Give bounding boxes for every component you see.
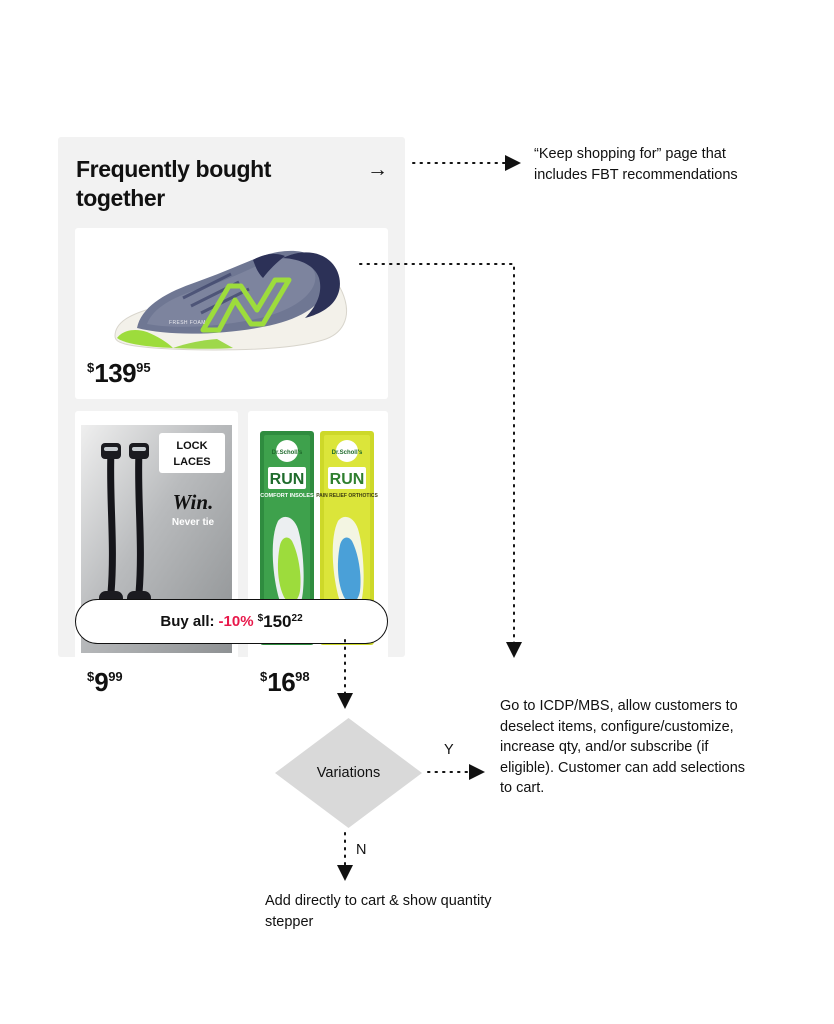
frequently-bought-together-card xyxy=(58,137,405,697)
svg-text:Never tie: Never tie xyxy=(171,517,215,528)
product-tile-shoe[interactable] xyxy=(75,228,388,399)
product-price-laces xyxy=(87,667,123,698)
svg-text:Dr.Scholl's: Dr.Scholl's xyxy=(331,450,363,456)
card-title: Frequently bought together xyxy=(76,156,272,212)
buy-all-label: Buy all: xyxy=(160,613,215,630)
decision-node-variations xyxy=(275,718,422,828)
buy-all-price: $^{\$}150^{22}$ xyxy=(257,611,303,631)
product-tile-insoles[interactable] xyxy=(248,411,388,708)
price-dollars: 139 xyxy=(94,358,137,388)
svg-text:Win.: Win. xyxy=(172,490,214,514)
price-dollars: 16 xyxy=(267,667,296,697)
svg-text:RUN: RUN xyxy=(269,471,305,488)
svg-text:RUN: RUN xyxy=(329,471,365,488)
laces-image xyxy=(75,411,238,708)
branch-label-no: N xyxy=(356,842,367,858)
svg-text:Dr.Scholl's: Dr.Scholl's xyxy=(271,450,303,456)
product-price-shoe xyxy=(87,358,151,389)
price-cents: 98 xyxy=(295,669,310,684)
buy-all-discount: -10% xyxy=(218,613,254,630)
arrow-right-icon[interactable]: → xyxy=(367,158,388,181)
price-dollars: 9 xyxy=(94,667,109,697)
price-currency: $ xyxy=(87,360,95,375)
svg-text:FRESH FOAM: FRESH FOAM xyxy=(169,320,206,326)
branch-label-yes: Y xyxy=(444,742,454,758)
product-tile-laces[interactable] xyxy=(75,411,238,708)
buy-all-button[interactable] xyxy=(75,599,388,644)
decision-label: Variations xyxy=(316,765,381,781)
price-cents: 95 xyxy=(136,360,151,375)
note-add-to-cart: Add directly to cart & show quantity stepper xyxy=(265,893,492,930)
product-price-insoles xyxy=(260,667,310,698)
svg-text:LOCK: LOCK xyxy=(176,440,208,452)
svg-text:COMFORT INSOLES: COMFORT INSOLES xyxy=(260,493,314,499)
note-keep-shopping: “Keep shopping for” page that includes FBT recommendations xyxy=(534,146,738,183)
card-header xyxy=(76,155,388,214)
svg-text:LACES: LACES xyxy=(173,456,211,468)
price-currency: $ xyxy=(260,669,268,684)
insoles-image xyxy=(248,411,388,708)
price-cents: 99 xyxy=(108,669,123,684)
svg-text:PAIN RELIEF ORTHOTICS: PAIN RELIEF ORTHOTICS xyxy=(316,493,378,499)
price-currency: $ xyxy=(87,669,95,684)
note-icdp-mbs: Go to ICDP/MBS, allow customers to deselect items, configure/customize, increase qty, and/or subscribe (if eligible). Customer can add selections to cart. xyxy=(500,698,746,797)
